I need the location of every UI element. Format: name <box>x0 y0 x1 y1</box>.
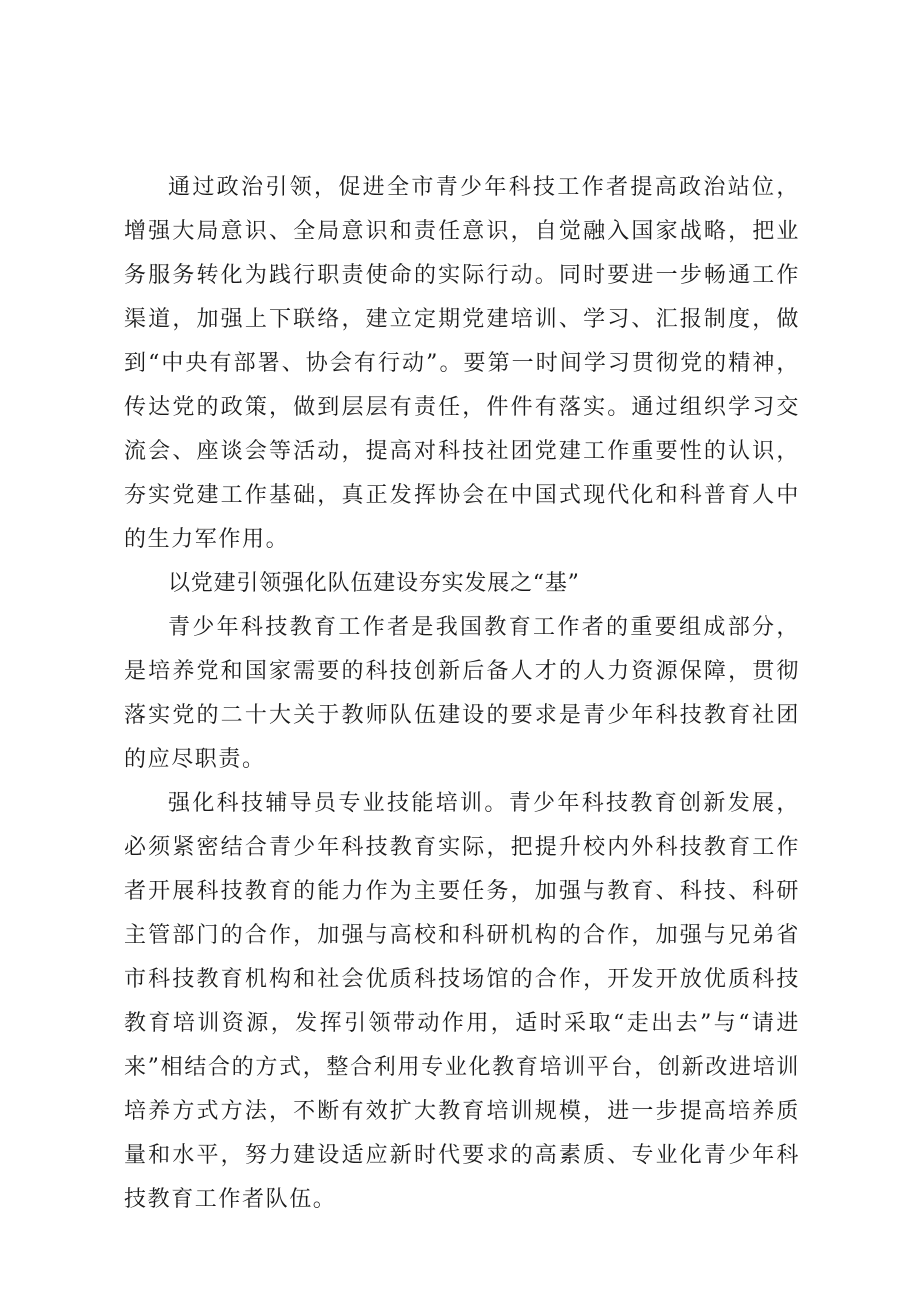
section-heading-team-building: 以党建引领强化队伍建设夯实发展之“基” <box>168 571 580 596</box>
paragraph-skills-training: 强化科技辅导员专业技能培训。青少年科技教育创新发展，必须紧密结合青少年科技教育实际，把提升校内外科技教育工作者开展科技教育的能力作为主要任务，加强与教育、科技、科研主管部门的合作，加强与高校和科研机构的合作，加强与兄弟省市科技教育机构和社会优质科技场馆的合作，开发开放优质科技教育培训资源，发挥引领带动作用，适时采取“走出去”与“请进来”相结合的方式，整合利用专业化教育培训平台，创新改进培训培养方式方法，不断有效扩大教育培训规模，进一步提高培养质量和水平，努力建设适应新时代要求的高素质、专业化青少年科技教育工作者队伍。 <box>124 791 800 1212</box>
paragraph-political-leadership: 通过政治引领，促进全市青少年科技工作者提高政治站位，增强大局意识、全局意识和责任意识，自觉融入国家战略，把业务服务转化为践行职责使命的实际行动。同时要进一步畅通工作渠道，加强上下联络，建立定期党建培训、学习、汇报制度，做到“中央有部署、协会有行动”。要第一时间学习贯彻党的精神，传达党的政策，做到层层有责任，件件有落实。通过组织学习交流会、座谈会等活动，提高对科技社团党建工作重要性的认识，夯实党建工作基础，真正发挥协会在中国式现代化和科普育人中的生力军作用。 <box>124 175 800 552</box>
document-body <box>124 166 800 1222</box>
paragraph-educators-role: 青少年科技教育工作者是我国教育工作者的重要组成部分，是培养党和国家需要的科技创新后备人才的人力资源保障，贯彻落实党的二十大关于教师队伍建设的要求是青少年科技教育社团的应尽职责。 <box>124 615 800 772</box>
